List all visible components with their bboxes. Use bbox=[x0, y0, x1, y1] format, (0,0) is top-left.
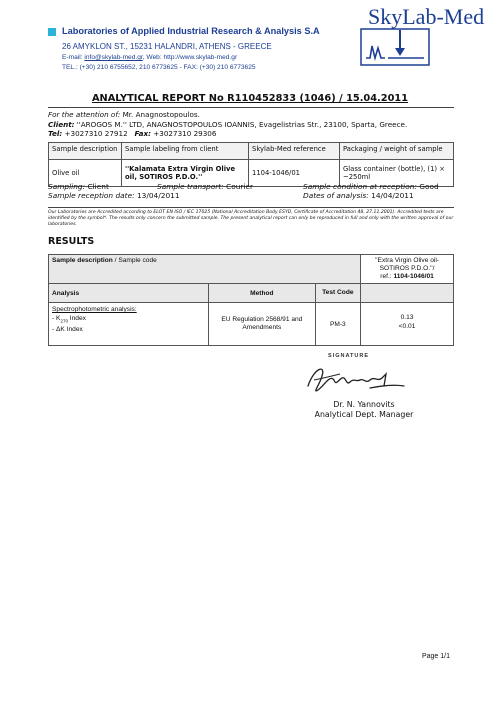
lab-contact-line: E-mail: info@skylab-med.gr, Web: http://www.skylab-med.gr bbox=[62, 54, 238, 61]
method-cell: EU Regulation 2568/91 and Amendments bbox=[209, 303, 316, 346]
signature-label: SIGNATURE bbox=[328, 353, 369, 359]
cell: Glass container (bottle), (1) × ~250ml bbox=[340, 160, 454, 187]
sampling: Sampling: Client bbox=[48, 182, 109, 191]
values-cell: 0.13 <0.01 bbox=[361, 303, 454, 346]
analysis-dates: Dates of analysis: 14/04/2011 bbox=[303, 191, 414, 200]
header-cell: Packaging / weight of sample bbox=[340, 143, 454, 160]
sample-code-cell: ''Extra Virgin Olive oil-SOTIROS P.D.O.''/ ref.: 1104-1046/01 bbox=[361, 255, 454, 284]
brand-square-icon bbox=[48, 28, 56, 36]
header-cell: Method bbox=[209, 284, 316, 303]
email-link[interactable]: info@skylab-med.gr bbox=[84, 54, 143, 61]
divider bbox=[48, 207, 454, 208]
skylab-logo-icon bbox=[360, 28, 430, 66]
sample-condition: Sample condition at reception: Good bbox=[303, 182, 439, 191]
lab-phone: TEL.: (+30) 210 6755652, 210 6773625 - FAX: (+30) 210 6773625 bbox=[62, 64, 256, 71]
header-cell: Skylab-Med reference bbox=[249, 143, 340, 160]
accreditation-note: Our Laboratories are Accredited according to ELOT EN ISO / IEC 17025 (National Accreditation Body ESYD, Certificate of Accreditation 48, 27.11.2001). Accredited tests are identified by the symbol*. The results only concern the submitted sample. The present analytical report can only be reproduced in full and only with the written approval of our laboratories. bbox=[48, 210, 454, 227]
table-header-row bbox=[49, 143, 454, 160]
header-cell: Analysis bbox=[49, 284, 209, 303]
header-cell: Test Code bbox=[315, 284, 360, 303]
header-cell: Sample labeling from client bbox=[122, 143, 249, 160]
cell: Olive oil bbox=[49, 160, 122, 187]
table-row bbox=[49, 255, 454, 284]
report-title: ANALYTICAL REPORT No R110452833 (1046) / 15.04.2011 bbox=[91, 93, 409, 104]
cell: ''Kalamata Extra Virgin Olive oil, SOTIROS P.D.O.'' bbox=[122, 160, 249, 187]
reception-date: Sample reception date: 13/04/2011 bbox=[48, 191, 180, 200]
signatory-name: Dr. N. Yannovits bbox=[333, 400, 395, 409]
sample-transport: Sample transport: Courier bbox=[157, 182, 254, 191]
lab-address: 26 AMYKLON ST., 15231 HALANDRI, ATHENS - GREECE bbox=[62, 42, 272, 51]
logo-text: SkyLab-Med bbox=[368, 4, 485, 29]
web-link[interactable]: http://www.skylab-med.gr bbox=[163, 54, 238, 61]
results-heading: RESULTS bbox=[48, 236, 95, 247]
header-cell bbox=[361, 284, 454, 303]
client-phone-line: Tel: +3027310 27912 Fax: +3027310 29306 bbox=[48, 129, 217, 138]
signature-icon bbox=[300, 360, 410, 400]
client-line: Client: ''AROGOS M.'' LTD, ANAGNOSTOPOULOS IOANNIS, Evagelistrias Str., 23100, Sparta, Greece. bbox=[48, 120, 408, 129]
analysis-cell: Spectrophotometric analysis: - $K_{270}$ Index - ΔK Index bbox=[49, 303, 209, 346]
header-cell: Sample description bbox=[49, 143, 122, 160]
results-table bbox=[48, 254, 454, 346]
lab-name: Laboratories of Applied Industrial Research & Analysis S.A bbox=[62, 26, 320, 36]
sample-table bbox=[48, 142, 454, 187]
cell: 1104-1046/01 bbox=[249, 160, 340, 187]
attention-line: For the attention of: Mr. Anagnostopoulos. bbox=[48, 110, 200, 119]
sample-description-cell: Sample description / Sample code bbox=[49, 255, 361, 284]
table-row bbox=[49, 303, 454, 346]
table-header-row bbox=[49, 284, 454, 303]
page-number: Page 1/1 bbox=[421, 653, 450, 660]
test-code-cell: PM-3 bbox=[315, 303, 360, 346]
divider bbox=[48, 107, 454, 108]
signatory-role: Analytical Dept. Manager bbox=[314, 410, 414, 419]
